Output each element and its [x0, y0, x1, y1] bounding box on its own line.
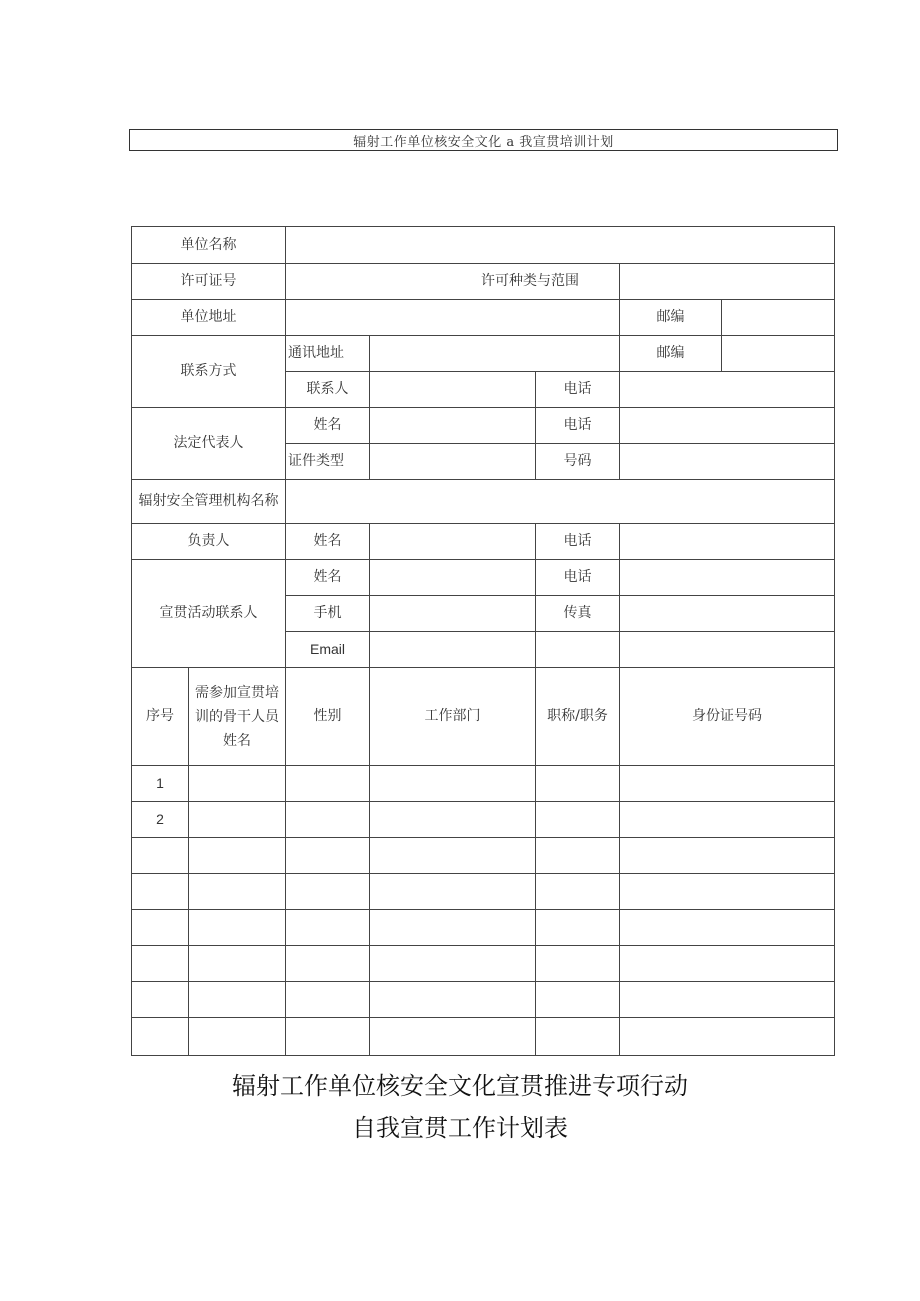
row-2-seq: 2	[131, 801, 189, 838]
col-header-seq: 序号	[131, 667, 189, 766]
row-1-name[interactable]	[188, 765, 286, 802]
unit-name-field[interactable]	[285, 226, 835, 264]
row-6-id-number[interactable]	[619, 945, 835, 982]
row-5-gender[interactable]	[285, 909, 370, 946]
mail-postcode-label: 邮编	[619, 335, 722, 372]
row-6-department[interactable]	[369, 945, 536, 982]
id-number-label: 号码	[535, 443, 620, 480]
row-7-department[interactable]	[369, 981, 536, 1018]
row-7-seq	[131, 981, 189, 1018]
mobile-label: 手机	[285, 595, 370, 632]
activity-name-label: 姓名	[285, 559, 370, 596]
row-3-department[interactable]	[369, 837, 536, 874]
col-header-id-number: 身份证号码	[619, 667, 835, 766]
safety-org-label-text: 辐射安全管理机构名称	[138, 493, 279, 509]
activity-contact-label: 宣贯活动联系人	[131, 559, 286, 668]
unit-address-field[interactable]	[285, 299, 620, 336]
contact-phone-label: 电话	[535, 371, 620, 408]
legal-phone-label: 电话	[535, 407, 620, 444]
row-5-title[interactable]	[535, 909, 620, 946]
activity-phone-label: 电话	[535, 559, 620, 596]
contact-method-label: 联系方式	[131, 335, 286, 408]
row-4-name[interactable]	[188, 873, 286, 910]
legal-name-field[interactable]	[369, 407, 536, 444]
row-4-gender[interactable]	[285, 873, 370, 910]
mail-address-label: 通讯地址	[285, 335, 370, 372]
responsible-name-field[interactable]	[369, 523, 536, 560]
row-7-name[interactable]	[188, 981, 286, 1018]
row-7-title[interactable]	[535, 981, 620, 1018]
contact-phone-field[interactable]	[619, 371, 835, 408]
row-1-title[interactable]	[535, 765, 620, 802]
row-4-seq	[131, 873, 189, 910]
row-5-department[interactable]	[369, 909, 536, 946]
row-3-title[interactable]	[535, 837, 620, 874]
row-5-name[interactable]	[188, 909, 286, 946]
license-no-label: 许可证号	[131, 263, 286, 300]
legal-rep-label: 法定代表人	[131, 407, 286, 480]
row-3-name[interactable]	[188, 837, 286, 874]
contact-person-label: 联系人	[285, 371, 370, 408]
row-8-gender[interactable]	[285, 1017, 370, 1056]
id-type-label: 证件类型	[285, 443, 370, 480]
row-3-gender[interactable]	[285, 837, 370, 874]
activity-name-field[interactable]	[369, 559, 536, 596]
col-header-name-text: 需参加宣贯培训的骨干人员姓名	[195, 684, 279, 749]
unit-address-label: 单位地址	[131, 299, 286, 336]
row-2-title[interactable]	[535, 801, 620, 838]
footer-title-line2: 自我宣贯工作计划表	[352, 1114, 568, 1142]
col-header-name	[188, 667, 286, 766]
row-7-gender[interactable]	[285, 981, 370, 1018]
row-2-id-number[interactable]	[619, 801, 835, 838]
row-2-name[interactable]	[188, 801, 286, 838]
fax-field[interactable]	[619, 595, 835, 632]
email-extra-field[interactable]	[619, 631, 835, 668]
row-6-seq	[131, 945, 189, 982]
row-4-title[interactable]	[535, 873, 620, 910]
safety-org-field[interactable]	[285, 479, 835, 524]
row-5-id-number[interactable]	[619, 909, 835, 946]
legal-name-label: 姓名	[285, 407, 370, 444]
row-8-name[interactable]	[188, 1017, 286, 1056]
row-1-seq: 1	[131, 765, 189, 802]
safety-org-label	[131, 479, 286, 524]
row-5-seq	[131, 909, 189, 946]
email-field[interactable]	[369, 631, 536, 668]
col-header-gender: 性别	[285, 667, 370, 766]
legal-phone-field[interactable]	[619, 407, 835, 444]
row-3-id-number[interactable]	[619, 837, 835, 874]
license-scope-label[interactable]	[285, 263, 620, 300]
responsible-label: 负责人	[131, 523, 286, 560]
row-7-id-number[interactable]	[619, 981, 835, 1018]
activity-phone-field[interactable]	[619, 559, 835, 596]
row-1-department[interactable]	[369, 765, 536, 802]
row-8-id-number[interactable]	[619, 1017, 835, 1056]
row-2-department[interactable]	[369, 801, 536, 838]
col-header-title: 职称/职务	[535, 667, 620, 766]
row-6-title[interactable]	[535, 945, 620, 982]
responsible-phone-label: 电话	[535, 523, 620, 560]
id-type-field[interactable]	[369, 443, 536, 480]
row-6-name[interactable]	[188, 945, 286, 982]
contact-person-field[interactable]	[369, 371, 536, 408]
mobile-field[interactable]	[369, 595, 536, 632]
row-8-seq	[131, 1017, 189, 1056]
footer-title-line1: 辐射工作单位核安全文化宣贯推进专项行动	[232, 1072, 688, 1100]
postcode-label: 邮编	[619, 299, 722, 336]
row-8-department[interactable]	[369, 1017, 536, 1056]
document-header-title: 辐射工作单位核安全文化 a 我宣贯培训计划	[129, 129, 838, 151]
col-header-department: 工作部门	[369, 667, 536, 766]
mail-postcode-field[interactable]	[721, 335, 835, 372]
row-8-title[interactable]	[535, 1017, 620, 1056]
fax-label: 传真	[535, 595, 620, 632]
email-label: Email	[285, 631, 370, 668]
row-1-gender[interactable]	[285, 765, 370, 802]
row-4-department[interactable]	[369, 873, 536, 910]
license-scope-label-text: 许可种类与范围	[481, 273, 579, 289]
row-4-id-number[interactable]	[619, 873, 835, 910]
mail-address-field[interactable]	[369, 335, 620, 372]
responsible-phone-field[interactable]	[619, 523, 835, 560]
license-scope-field[interactable]	[619, 263, 835, 300]
id-number-field[interactable]	[619, 443, 835, 480]
row-3-seq	[131, 837, 189, 874]
row-1-id-number[interactable]	[619, 765, 835, 802]
unit-name-label: 单位名称	[131, 226, 286, 264]
responsible-name-label: 姓名	[285, 523, 370, 560]
row-6-gender[interactable]	[285, 945, 370, 982]
row-2-gender[interactable]	[285, 801, 370, 838]
email-extra-label-cell	[535, 631, 620, 668]
postcode-field[interactable]	[721, 299, 835, 336]
